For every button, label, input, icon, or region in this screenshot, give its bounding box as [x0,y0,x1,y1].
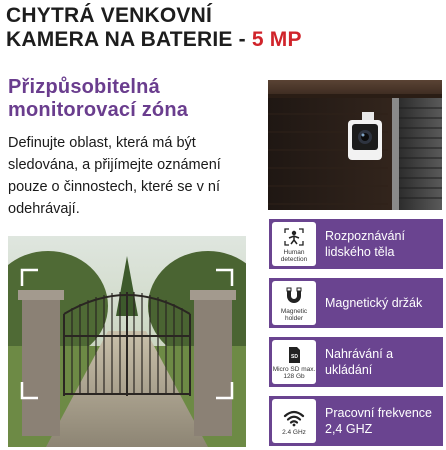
feature-frequency [269,396,443,446]
page-title [6,4,386,52]
feature-label: Rozpoznávání lidského těla [325,229,405,259]
wifi-icon [283,409,305,427]
feature-icon-tile [272,222,316,266]
title-line-2 [6,28,386,52]
title-line-1: CHYTRÁ VENKOVNÍ [6,4,213,27]
section-subtitle: Přizpůsobitelná monitorovací zóna [8,76,189,121]
feature-icon-tile [272,281,316,325]
feature-recording-storage [269,337,443,387]
feature-magnetic-holder [269,278,443,328]
section-description: Definujte oblast, která má být sledována, a přijímejte oznámení pouze o činnostech, které se v ní odehrávají. [8,135,221,217]
feature-icon-tile [272,399,316,443]
title-accent-5mp: 5 MP [251,28,302,51]
feature-label: Nahrávání a ukládání [325,347,394,377]
feature-caption: Human detection [280,249,308,263]
magnet-icon [284,286,304,306]
camera-product-photo [268,80,442,210]
feature-caption: Magnetic holder [280,308,308,322]
feature-label: Magnetický držák [325,296,423,310]
svg-text:SD: SD [291,354,298,360]
feature-caption: Micro SD max. 128 Gb [272,366,316,380]
feature-label: Pracovní frekvence 2,4 GHZ [325,406,432,436]
feature-human-detection [269,219,443,269]
sd-card-icon [286,346,302,364]
human-detection-icon [283,227,305,247]
gate-monitoring-photo [8,236,246,447]
feature-caption: 2.4 GHz [282,428,306,436]
feature-icon-tile [272,340,316,384]
title-prefix: KAMERA NA BATERIE - [6,28,252,51]
